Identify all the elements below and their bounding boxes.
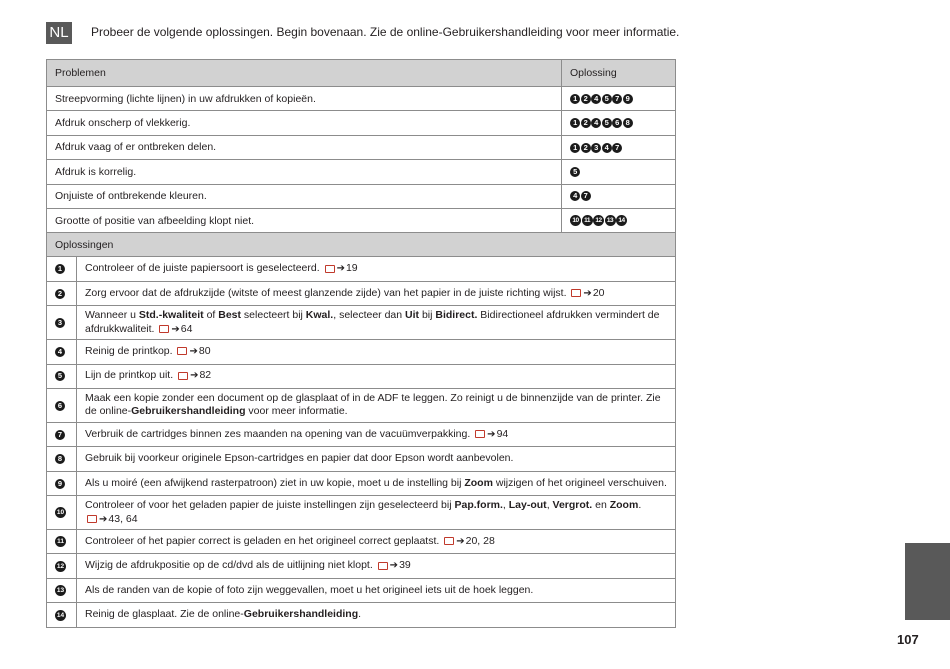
solution-number [47, 257, 77, 281]
arrow-icon: ➔ [389, 560, 399, 572]
solution-row [47, 496, 676, 530]
solution-text [77, 530, 676, 554]
solution-number-icon: 2 [55, 289, 65, 299]
solution-text [77, 388, 676, 422]
problem-row [47, 135, 676, 159]
text-part: Wanneer u [85, 309, 139, 322]
solution-row [47, 603, 676, 627]
text-part: Maak een kopie zonder een document op de glasplaat of in de ADF te leggen. Zo reinigt u de binnenzijde van de printer. Zie de online- [85, 391, 661, 418]
text-part: Controleer of voor het geladen papier de juiste instellingen zijn geselecteerd bij [85, 499, 455, 512]
arrow-icon: ➔ [583, 287, 592, 299]
problem-row [47, 184, 676, 208]
solution-row [47, 257, 676, 281]
solution-number-icon: 4 [591, 94, 601, 104]
book-icon [325, 265, 335, 273]
solution-number-icon: 5 [602, 94, 612, 104]
book-icon [178, 372, 188, 380]
solution-codes [562, 160, 676, 184]
emphasis-text: Zoom [609, 499, 639, 512]
solution-number-icon: 2 [581, 143, 591, 153]
page-reference[interactable]: 64 [180, 322, 193, 335]
solutions-header: Oplossingen [47, 233, 676, 257]
solution-number-icon: 13 [605, 215, 616, 226]
solution-number [47, 388, 77, 422]
table-header-row [47, 60, 676, 87]
solution-number-icon: 5 [55, 371, 65, 381]
solution-text [77, 364, 676, 388]
solution-number-icon: 7 [55, 430, 65, 440]
solution-number [47, 340, 77, 364]
text-part: en [592, 499, 610, 512]
solution-number-icon: 7 [612, 94, 622, 104]
arrow-icon: ➔ [336, 263, 345, 275]
emphasis-text: Lay-out [508, 499, 547, 512]
arrow-icon: ➔ [99, 513, 108, 525]
emphasis-text: Std.-kwaliteit [138, 309, 204, 322]
solution-row [47, 554, 676, 578]
solution-number-icon: 7 [581, 191, 591, 201]
solution-row [47, 422, 676, 446]
text-part: bij [419, 309, 436, 322]
solution-number [47, 281, 77, 305]
solution-number-icon: 6 [612, 118, 622, 128]
section-tab [905, 543, 950, 620]
solution-number-icon: 9 [623, 94, 633, 104]
page-reference[interactable]: 94 [496, 427, 509, 440]
solution-row [47, 306, 676, 340]
solution-number [47, 422, 77, 446]
solution-row [47, 447, 676, 471]
emphasis-text: Best [218, 309, 242, 322]
solution-number-icon: 12 [593, 215, 604, 226]
text-part: Bidirectioneel afdrukken vermindert de afdrukkwaliteit. [85, 309, 660, 335]
solution-text [77, 447, 676, 471]
solution-text [77, 554, 676, 578]
text-part: Verbruik de cartridges binnen zes maanden na opening van de vacuümverpakking. [85, 427, 471, 440]
solution-codes [562, 184, 676, 208]
solution-number-icon: 5 [570, 167, 580, 177]
problems-header: Problemen [47, 60, 562, 87]
solution-row [47, 340, 676, 364]
problem-text: Afdruk onscherp of vlekkerig. [47, 111, 562, 135]
emphasis-text: Gebruikershandleiding [131, 405, 246, 418]
solution-text [77, 306, 676, 340]
book-icon [159, 325, 169, 333]
emphasis-text: Zoom [464, 476, 493, 489]
page-number: 107 [897, 632, 919, 647]
text-part: . [638, 499, 642, 512]
troubleshooting-table [46, 59, 676, 628]
text-part: of [203, 309, 219, 322]
solution-number-icon: 9 [55, 479, 65, 489]
solution-text [77, 578, 676, 602]
solution-number-icon: 3 [55, 318, 65, 328]
text-part: . [358, 608, 362, 621]
arrow-icon: ➔ [456, 536, 465, 548]
solution-number-icon: 1 [570, 118, 580, 128]
arrow-icon: ➔ [487, 428, 496, 440]
solution-number-icon: 1 [570, 94, 580, 104]
problem-row [47, 160, 676, 184]
solution-number [47, 447, 77, 471]
solution-number-icon: 4 [602, 143, 612, 153]
text-part: Reinig de printkop. [85, 345, 173, 358]
solution-number-icon: 14 [616, 215, 627, 226]
emphasis-text: Bidirect. [435, 309, 478, 322]
book-icon [378, 562, 388, 570]
solution-number-icon: 2 [581, 94, 591, 104]
solution-text [77, 422, 676, 446]
solution-text [77, 471, 676, 495]
solution-number-icon: 12 [56, 562, 65, 570]
solution-row [47, 471, 676, 495]
text-part: selecteert bij [241, 309, 306, 322]
page-reference[interactable]: 20, 28 [465, 535, 495, 548]
problem-text: Streepvorming (lichte lijnen) in uw afdrukken of kopieën. [47, 87, 562, 111]
emphasis-text: Gebruikershandleiding [243, 608, 359, 621]
solution-number-icon: 8 [623, 118, 633, 128]
solution-number-icon: 4 [570, 191, 580, 201]
solution-text [77, 603, 676, 627]
emphasis-text: Kwal. [305, 309, 334, 322]
problem-text: Afdruk is korrelig. [47, 160, 562, 184]
text-part: Als u moiré (een afwijkend rasterpatroon) ziet in uw kopie, moet u de instelling bij [85, 476, 465, 489]
arrow-icon: ➔ [171, 323, 180, 335]
solution-number [47, 554, 77, 578]
solution-number-icon: 4 [591, 118, 601, 128]
arrow-icon: ➔ [190, 370, 199, 382]
solution-number-icon: 10 [570, 215, 581, 226]
solution-number-icon: 1 [570, 143, 580, 153]
solution-number-icon: 1 [55, 264, 65, 274]
solution-codes [562, 111, 676, 135]
solution-number-icon: 2 [581, 118, 591, 128]
page-reference[interactable]: 39 [399, 559, 411, 572]
solution-row [47, 388, 676, 422]
problem-row [47, 208, 676, 232]
solution-number-icon: 4 [55, 347, 65, 357]
problem-text: Afdruk vaag of er ontbreken delen. [47, 135, 562, 159]
emphasis-text: Uit [405, 309, 420, 322]
solution-number-icon: 13 [56, 587, 65, 595]
text-part: voor meer informatie. [245, 405, 348, 418]
solution-number-icon: 6 [55, 401, 65, 411]
solution-text [77, 281, 676, 305]
text-part: Lijn de printkop uit. [85, 369, 174, 382]
text-part: wijzigen of het origineel verschuiven. [492, 476, 667, 489]
problem-row [47, 87, 676, 111]
text-part: Als de randen van de kopie of foto zijn weggevallen, moet u het origineel iets uit de hoek leggen. [85, 583, 534, 596]
solution-number [47, 603, 77, 627]
emphasis-text: Vergrot. [552, 499, 593, 512]
intro-text: Probeer de volgende oplossingen. Begin bovenaan. Zie de online-Gebruikershandleiding voor meer informatie. [91, 25, 680, 39]
page-reference[interactable]: 82 [199, 369, 212, 382]
emphasis-text: Pap.form. [454, 499, 503, 512]
language-badge: NL [46, 22, 72, 44]
solution-codes [562, 135, 676, 159]
solution-number [47, 578, 77, 602]
text-part: Controleer of de juiste papiersoort is geselecteerd. [85, 262, 320, 275]
book-icon [177, 347, 187, 355]
problem-text: Grootte of positie van afbeelding klopt niet. [47, 208, 562, 232]
solution-number-icon: 8 [55, 454, 65, 464]
solution-row [47, 281, 676, 305]
solution-codes [562, 87, 676, 111]
solution-number [47, 530, 77, 554]
problem-row [47, 111, 676, 135]
solution-number-icon: 7 [612, 143, 622, 153]
page-reference[interactable]: 80 [198, 345, 211, 358]
solution-row [47, 364, 676, 388]
text-part: Zorg ervoor dat de afdrukzijde (witste of meest glanzende zijde) van het papier in de juiste richting wijst. [85, 286, 567, 299]
text-part: Gebruik bij voorkeur originele Epson-cartridges en papier dat door Epson wordt aanbevolen. [85, 452, 514, 465]
text-part: , [546, 499, 553, 512]
solution-number [47, 496, 77, 530]
solution-header: Oplossing [562, 60, 676, 87]
text-part: Reinig de glasplaat. Zie de online- [85, 608, 244, 621]
solution-codes [562, 208, 676, 232]
book-icon [444, 537, 454, 545]
solution-row [47, 578, 676, 602]
page-reference[interactable]: 20 [592, 286, 605, 299]
solution-number-icon: 3 [591, 143, 601, 153]
solution-number [47, 306, 77, 340]
book-icon [87, 515, 97, 523]
solution-number-icon: 14 [56, 611, 65, 619]
solution-text [77, 496, 676, 530]
problem-text: Onjuiste of ontbrekende kleuren. [47, 184, 562, 208]
book-icon [475, 430, 485, 438]
solution-text [77, 257, 676, 281]
solution-number-icon: 10 [56, 509, 65, 517]
page-reference[interactable]: 43, 64 [108, 512, 138, 525]
solution-number [47, 471, 77, 495]
page-reference[interactable]: 19 [345, 262, 358, 275]
text-part: Controleer of het papier correct is geladen en het origineel correct geplaatst. [85, 535, 440, 548]
solution-number-icon: 11 [582, 215, 593, 226]
text-part: , selecteer dan [333, 309, 406, 322]
solution-number-icon: 11 [55, 536, 66, 547]
solution-number-icon: 5 [602, 118, 612, 128]
solution-row [47, 530, 676, 554]
solution-text [77, 340, 676, 364]
solution-number [47, 364, 77, 388]
solutions-header-row [47, 233, 676, 257]
text-part: , [502, 499, 509, 512]
book-icon [571, 289, 581, 297]
text-part: Wijzig de afdrukpositie op de cd/dvd als de uitlijning niet klopt. [85, 559, 373, 572]
arrow-icon: ➔ [189, 346, 198, 358]
